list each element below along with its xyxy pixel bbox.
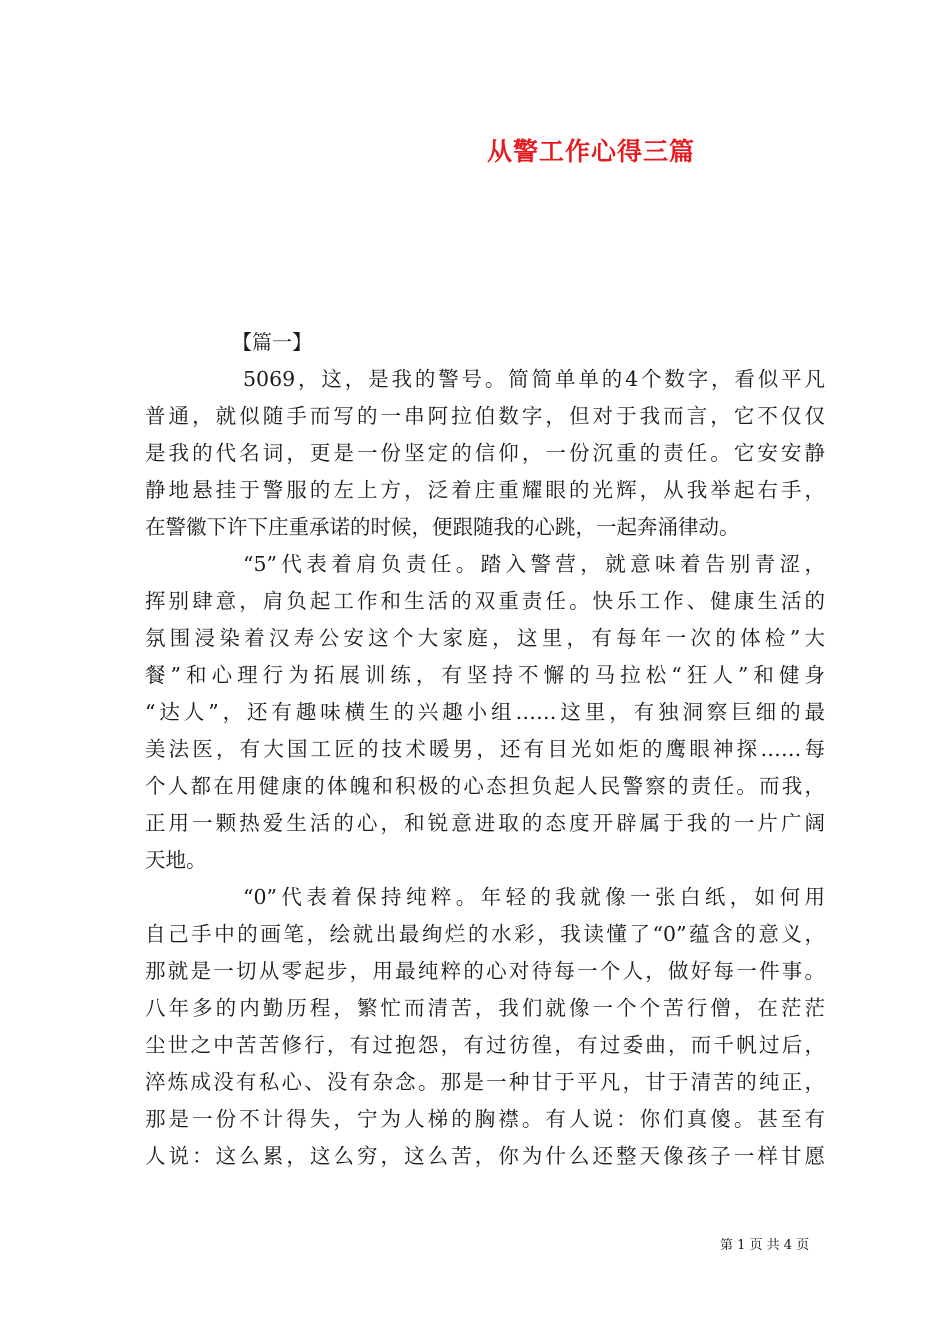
paragraph-line: “5”代表着肩负责任。踏入警营，就意味着告别青涩， [243, 552, 825, 576]
paragraph-line: 淬炼成没有私心、没有杂念。那是一种甘于平凡，甘于清苦的纯正， [145, 1070, 825, 1094]
paragraph-line: 5069，这，是我的警号。简简单单的4个数字，看似平凡 [243, 367, 825, 391]
paragraph-line: 挥别肆意，肩负起工作和生活的双重责任。快乐工作、健康生活的 [145, 589, 825, 613]
paragraph-line: 美法医，有大国工匠的技术暖男，还有目光如炬的鹰眼神探……每 [145, 737, 825, 761]
paragraph-line: 在警徽下许下庄重承诺的时候，便跟随我的心跳，一起奔涌律动。 [145, 515, 740, 539]
paragraph-line: 八年多的内勤历程，繁忙而清苦，我们就像一个个苦行僧，在茫茫 [145, 996, 825, 1020]
paragraph-line: 自己手中的画笔，绘就出最绚烂的水彩，我读懂了“0”蕴含的意义， [145, 922, 825, 946]
paragraph-line: 氛围浸染着汉寿公安这个大家庭，这里，有每年一次的体检”大 [145, 626, 825, 650]
paragraph-line: 尘世之中苦苦修行，有过抱怨，有过彷徨，有过委曲，而千帆过后， [145, 1033, 825, 1057]
paragraph-line: 正用一颗热爱生活的心，和锐意进取的态度开辟属于我的一片广阔 [145, 811, 825, 835]
section-heading: 【篇一】 [232, 330, 312, 354]
paragraph-line: 个人都在用健康的体魄和积极的心态担负起人民警察的责任。而我， [145, 774, 825, 798]
paragraph-line: 是我的代名词，更是一份坚定的信仰，一份沉重的责任。它安安静 [145, 441, 825, 465]
paragraph-line: 那就是一切从零起步，用最纯粹的心对待每一个人，做好每一件事。 [145, 959, 825, 983]
paragraph-line: 天地。 [145, 848, 207, 872]
paragraph-line: 那是一份不计得失，宁为人梯的胸襟。有人说：你们真傻。甚至有 [145, 1107, 825, 1131]
document-title: 从警工作心得三篇 [487, 137, 696, 166]
paragraph-line: 普通，就似随手而写的一串阿拉伯数字，但对于我而言，它不仅仅 [145, 404, 825, 428]
paragraph-line: “0”代表着保持纯粹。年轻的我就像一张白纸，如何用 [243, 885, 825, 909]
paragraph-line: 静地悬挂于警服的左上方，泛着庄重耀眼的光辉，从我举起右手， [145, 478, 825, 502]
page-number-footer: 第 1 页 共 4 页 [720, 1238, 810, 1253]
paragraph-line: 人说：这么累，这么穷，这么苦，你为什么还整天像孩子一样甘愿 [145, 1144, 825, 1168]
paragraph-line: 餐”和心理行为拓展训练，有坚持不懈的马拉松“狂人”和健身 [145, 663, 825, 687]
paragraph-line: “达人”，还有趣味横生的兴趣小组……这里，有独洞察巨细的最 [145, 700, 825, 724]
